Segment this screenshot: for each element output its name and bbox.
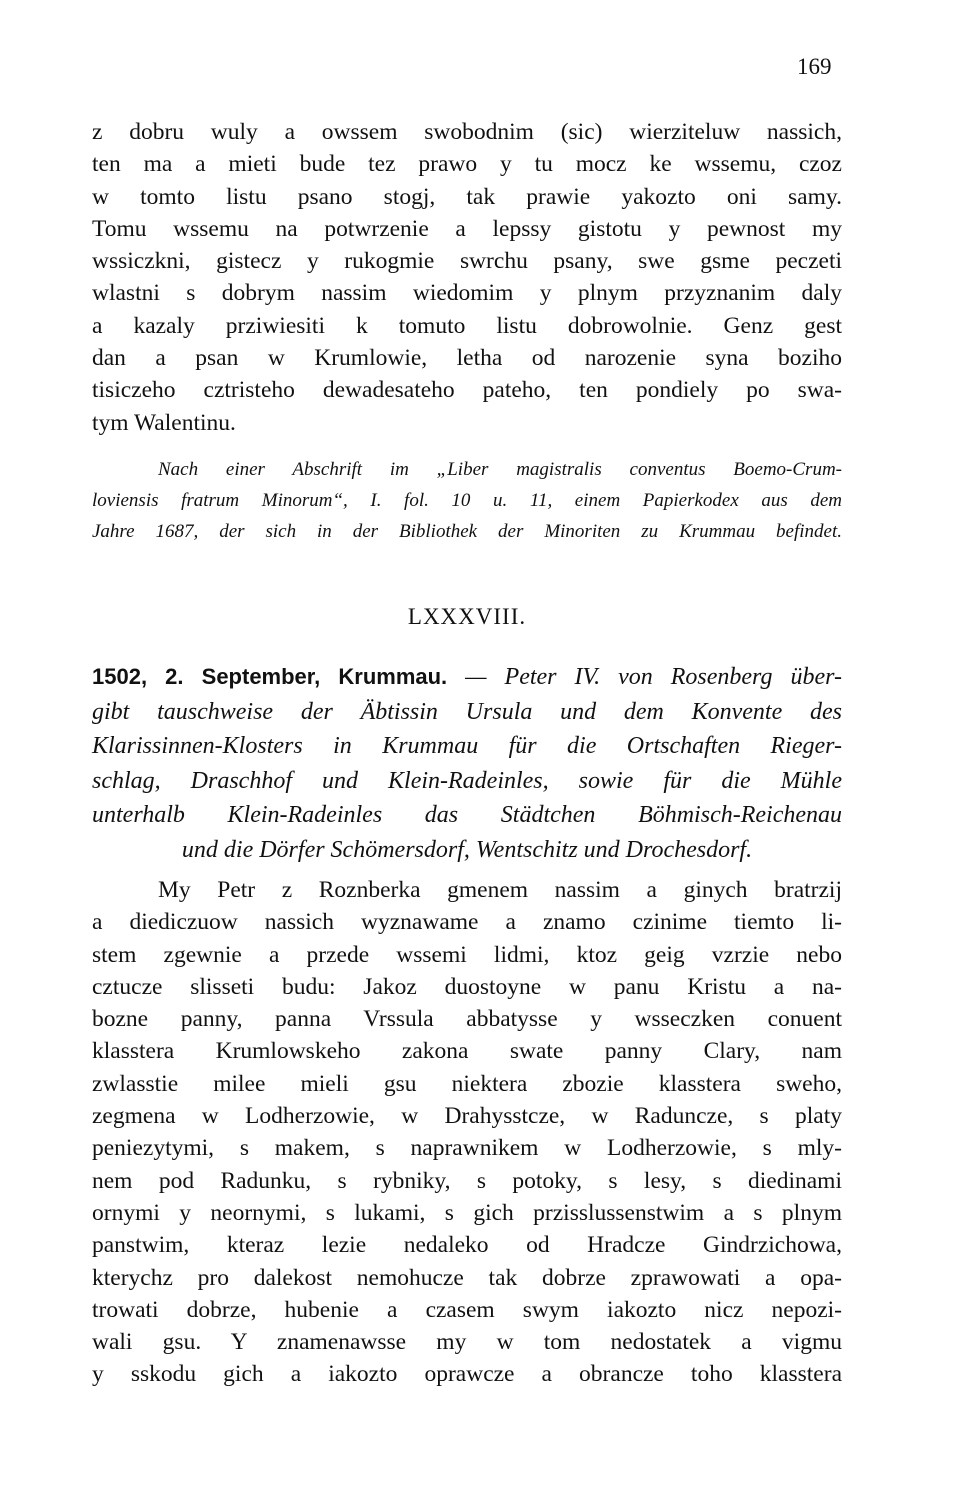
regest-line: Klarissinnen-Klosters in Krummau für die Ortschaften Rieger- xyxy=(92,733,842,760)
text-line: My Petr z Roznberka gmenem nassim a ginych bratrzij xyxy=(158,877,842,903)
text-line: ornymi y neornymi, s lukami, s gich przisslussenstwim a s plnym xyxy=(92,1199,842,1226)
text-line: zegmena w Lodherzowie, w Drahysstcze, w Raduncze, s platy xyxy=(92,1103,842,1130)
regest-line: gibt tauschweise der Äbtissin Ursula und dem Konvente des xyxy=(92,698,842,725)
regest-line: und die Dörfer Schömersdorf, Wentschitz und Drochesdorf. xyxy=(181,836,753,863)
text-line: stem zgewnie a przede wssemi lidmi, ktoz geig vzrzie nebo xyxy=(92,941,842,968)
regest xyxy=(92,660,842,868)
document-number: LXXXVIII. xyxy=(407,604,527,629)
note-line: Jahre 1687, der sich in der Bibliothek der Minoriten zu Krummau befindet. xyxy=(92,521,842,542)
text-line: w tomto listu psano stogj, tak prawie yakozto oni samy. xyxy=(92,183,842,210)
regest-line: unterhalb Klein-Radeinles das Städtchen Böhmisch-Reichenau xyxy=(92,802,842,829)
text-line: wssiczkni, gistecz y rukogmie swrchu psany, swe gsme peczeti xyxy=(92,248,842,275)
text-line: trowati dobrze, hubenie a czasem swym iakozto nicz nepozi- xyxy=(92,1296,842,1323)
text-line: tisiczeho cztristeho dewadesateho pateho, ten pondiely po swa- xyxy=(92,377,842,404)
text-line: nem pod Radunku, s rybniky, s potoky, s lesy, s diedinami xyxy=(92,1167,842,1194)
text-line: bozne panny, panna Vrssula abbatysse y wsseczken conuent xyxy=(92,1006,842,1033)
text-line: y sskodu gich a iakozto oprawcze a obrancze toho klasstera xyxy=(92,1361,842,1388)
page-number: 169 xyxy=(797,54,832,79)
text-line: panstwim, kteraz lezie nedaleko od Hradcze Gindrzichowa, xyxy=(92,1232,842,1259)
top-paragraph xyxy=(92,116,842,439)
regest-first-line-rest: — Peter IV. von Rosenberg über- xyxy=(447,664,843,690)
text-line: tym Walentinu. xyxy=(92,409,236,436)
text-line: wali gsu. Y znamenawsse my w tom nedostatek a vigmu xyxy=(92,1329,842,1356)
source-note xyxy=(92,454,842,547)
note-line: Nach einer Abschrift im „Liber magistralis conventus Boemo-Crum- xyxy=(158,459,842,480)
text-line: peniezytymi, s makem, s naprawnikem w Lodherzowie, s mly- xyxy=(92,1135,842,1162)
text-line: a diediczuow nassich wyznawame a znamo czinime tiemto li- xyxy=(92,909,842,936)
text-line: zwlasstie milee mieli gsu niektera zbozie klasstera sweho, xyxy=(92,1070,842,1097)
main-paragraph xyxy=(92,874,842,1391)
text-line: dan a psan w Krumlowie, letha od narozenie syna boziho xyxy=(92,345,842,372)
text-line: a kazaly prziwiesiti k tomuto listu dobrowolnie. Genz gest xyxy=(92,312,842,339)
note-line: loviensis fratrum Minorum“, I. fol. 10 u. 11, einem Papierkodex aus dem xyxy=(92,490,842,511)
text-line: ten ma a mieti bude tez prawo y tu mocz ke wssemu, czoz xyxy=(92,151,842,178)
regest-line: schlag, Draschhof und Klein-Radeinles, sowie für die Mühle xyxy=(92,767,842,794)
text-line: cztucze slisseti budu: Jakoz duostoyne w panu Kristu a na- xyxy=(92,973,842,1000)
date-place: 1502, 2. September, Krummau. xyxy=(92,664,448,689)
text-line: kterychz pro dalekost nemohucze tak dobrze zprawowati a opa- xyxy=(92,1264,842,1291)
text-line: klasstera Krumlowskeho zakona swate panny Clary, nam xyxy=(92,1038,842,1065)
text-line: wlastni s dobrym nassim wiedomim y plnym przyznanim daly xyxy=(92,280,842,307)
text-line: Tomu wssemu na potwrzenie a lepssy gistotu y pewnost my xyxy=(92,215,842,242)
regest-line xyxy=(92,660,842,695)
text-line: z dobru wuly a owssem swobodnim (sic) wierziteluw nassich, xyxy=(92,119,842,145)
